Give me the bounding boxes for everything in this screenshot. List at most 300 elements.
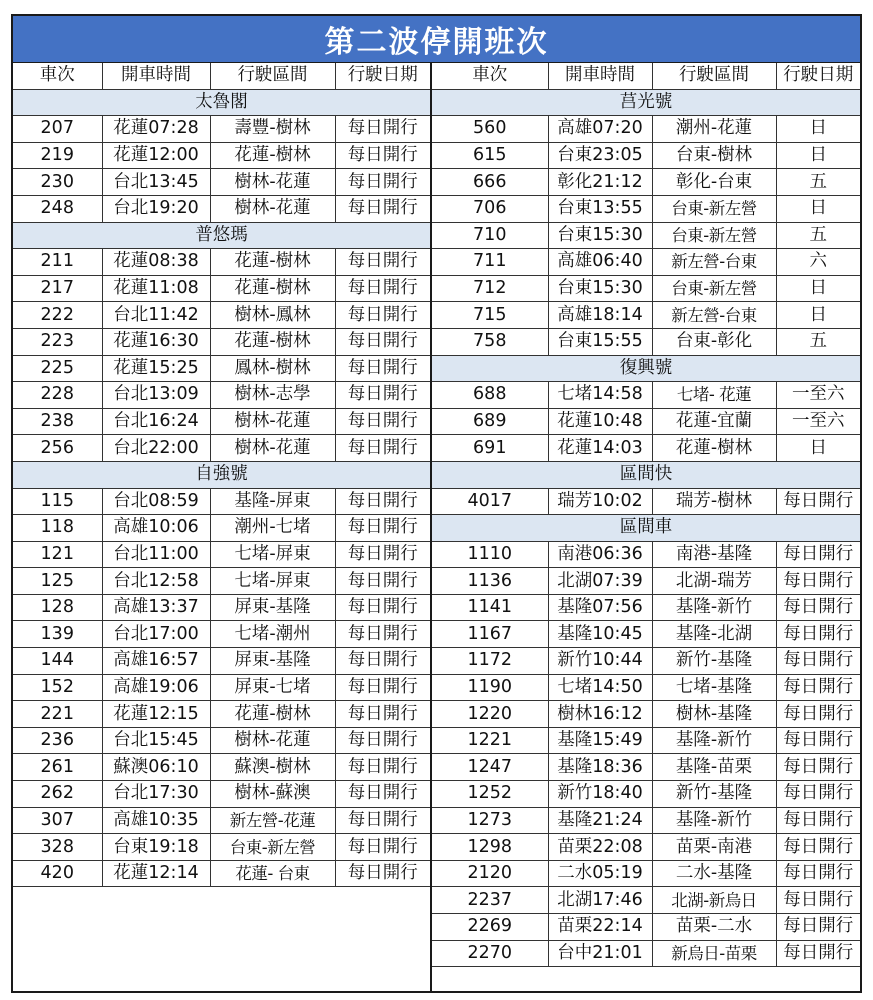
table-row (432, 807, 860, 834)
table-row (432, 195, 860, 222)
service-days-cell: 每日開行 (335, 116, 430, 143)
route-cell: 花蓮- 台東 (210, 860, 335, 887)
route-cell: 樹林-鳳林 (210, 302, 335, 329)
train-no-cell: 1220 (432, 701, 548, 728)
header-service-days: 行駛日期 (335, 63, 430, 89)
route-cell: 新左營-花蓮 (210, 807, 335, 834)
table-row (432, 568, 860, 595)
table-row (13, 781, 430, 808)
route-cell: 北湖-新烏日 (652, 887, 776, 914)
section-row (432, 89, 860, 116)
route-cell: 苗栗-二水 (652, 914, 776, 941)
table-row (13, 727, 430, 754)
train-no-cell: 248 (13, 195, 102, 222)
service-days-cell: 每日開行 (776, 488, 860, 515)
train-no-cell: 225 (13, 355, 102, 382)
train-no-cell: 125 (13, 568, 102, 595)
header-route: 行駛區間 (652, 63, 776, 89)
route-cell: 屏東-七堵 (210, 674, 335, 701)
depart-time-cell: 高雄10:06 (102, 515, 210, 542)
train-no-cell: 710 (432, 222, 548, 249)
service-days-cell: 每日開行 (776, 754, 860, 781)
route-cell: 七堵-基隆 (652, 674, 776, 701)
depart-time-cell: 高雄13:37 (102, 594, 210, 621)
table-row (432, 275, 860, 302)
depart-time-cell: 台北13:45 (102, 169, 210, 196)
depart-time-cell: 台北16:24 (102, 408, 210, 435)
depart-time-cell: 花蓮10:48 (548, 408, 652, 435)
train-no-cell: 1252 (432, 781, 548, 808)
depart-time-cell: 花蓮07:28 (102, 116, 210, 143)
route-cell: 台東-新左營 (210, 834, 335, 861)
depart-time-cell: 苗栗22:14 (548, 914, 652, 941)
service-days-cell: 每日開行 (335, 860, 430, 887)
route-cell: 基隆-北湖 (652, 621, 776, 648)
service-days-cell: 每日開行 (335, 408, 430, 435)
depart-time-cell: 台北19:20 (102, 195, 210, 222)
service-days-cell: 每日開行 (335, 834, 430, 861)
table-row (13, 249, 430, 276)
train-no-cell: 221 (13, 701, 102, 728)
depart-time-cell: 台北11:42 (102, 302, 210, 329)
section-title: 普悠瑪 (13, 222, 430, 249)
depart-time-cell: 台北17:30 (102, 781, 210, 808)
route-cell: 潮州-花蓮 (652, 116, 776, 143)
table-row (432, 222, 860, 249)
depart-time-cell: 花蓮12:14 (102, 860, 210, 887)
table-row (432, 169, 860, 196)
route-cell: 基隆-屏東 (210, 488, 335, 515)
service-days-cell: 每日開行 (335, 541, 430, 568)
train-no-cell: 715 (432, 302, 548, 329)
depart-time-cell: 花蓮15:25 (102, 355, 210, 382)
route-cell: 壽豐-樹林 (210, 116, 335, 143)
train-no-cell: 121 (13, 541, 102, 568)
table-row (432, 382, 860, 409)
train-no-cell: 207 (13, 116, 102, 143)
route-cell: 屏東-基隆 (210, 648, 335, 675)
route-cell: 樹林-蘇澳 (210, 781, 335, 808)
table-row (13, 701, 430, 728)
train-no-cell: 691 (432, 435, 548, 462)
train-no-cell: 758 (432, 328, 548, 355)
route-cell: 樹林-花蓮 (210, 408, 335, 435)
route-cell: 瑞芳-樹林 (652, 488, 776, 515)
table-row (13, 568, 430, 595)
route-cell: 基隆-新竹 (652, 727, 776, 754)
train-no-cell: 2120 (432, 860, 548, 887)
route-cell: 新左營-台東 (652, 249, 776, 276)
service-days-cell: 每日開行 (335, 488, 430, 515)
depart-time-cell: 花蓮12:15 (102, 701, 210, 728)
depart-time-cell: 台東15:30 (548, 222, 652, 249)
service-days-cell: 每日開行 (335, 594, 430, 621)
section-title: 區間車 (432, 515, 860, 542)
service-days-cell: 每日開行 (776, 834, 860, 861)
service-days-cell: 每日開行 (335, 807, 430, 834)
table-row (432, 594, 860, 621)
depart-time-cell: 台東15:30 (548, 275, 652, 302)
train-no-cell: 706 (432, 195, 548, 222)
left-table-panel (13, 63, 432, 992)
depart-time-cell: 新竹18:40 (548, 781, 652, 808)
section-row (432, 515, 860, 542)
table-row (13, 328, 430, 355)
left-table (13, 63, 430, 964)
train-no-cell: 711 (432, 249, 548, 276)
depart-time-cell: 高雄06:40 (548, 249, 652, 276)
timetable-body (13, 63, 860, 992)
depart-time-cell: 基隆10:45 (548, 621, 652, 648)
route-cell: 花蓮-宜蘭 (652, 408, 776, 435)
service-days-cell: 每日開行 (335, 648, 430, 675)
table-row (432, 328, 860, 355)
route-cell: 北湖-瑞芳 (652, 568, 776, 595)
train-no-cell: 217 (13, 275, 102, 302)
table-row (432, 541, 860, 568)
service-days-cell: 每日開行 (335, 674, 430, 701)
empty-row (13, 913, 430, 939)
service-days-cell: 日 (776, 116, 860, 143)
header-row (13, 63, 430, 89)
table-row (432, 781, 860, 808)
service-days-cell: 每日開行 (335, 701, 430, 728)
table-row (13, 834, 430, 861)
train-no-cell: 115 (13, 488, 102, 515)
empty-cell (13, 887, 430, 913)
depart-time-cell: 高雄10:35 (102, 807, 210, 834)
table-row (13, 169, 430, 196)
depart-time-cell: 台中21:01 (548, 940, 652, 967)
table-row (432, 914, 860, 941)
section-row (13, 461, 430, 488)
table-row (432, 648, 860, 675)
route-cell: 花蓮-樹林 (210, 701, 335, 728)
depart-time-cell: 蘇澳06:10 (102, 754, 210, 781)
train-no-cell: 1110 (432, 541, 548, 568)
section-row (432, 461, 860, 488)
route-cell: 新竹-基隆 (652, 781, 776, 808)
table-row (432, 408, 860, 435)
route-cell: 基隆-苗栗 (652, 754, 776, 781)
depart-time-cell: 台北15:45 (102, 727, 210, 754)
table-row (13, 515, 430, 542)
section-title: 區間快 (432, 461, 860, 488)
table-row (432, 834, 860, 861)
route-cell: 樹林-基隆 (652, 701, 776, 728)
service-days-cell: 每日開行 (776, 701, 860, 728)
service-days-cell: 五 (776, 222, 860, 249)
depart-time-cell: 花蓮11:08 (102, 275, 210, 302)
table-row (13, 408, 430, 435)
train-no-cell: 2237 (432, 887, 548, 914)
route-cell: 花蓮-樹林 (652, 435, 776, 462)
depart-time-cell: 高雄16:57 (102, 648, 210, 675)
service-days-cell: 日 (776, 142, 860, 169)
service-days-cell: 每日開行 (335, 754, 430, 781)
route-cell: 花蓮-樹林 (210, 142, 335, 169)
route-cell: 基隆-新竹 (652, 807, 776, 834)
service-days-cell: 每日開行 (335, 142, 430, 169)
route-cell: 台東-新左營 (652, 195, 776, 222)
route-cell: 七堵-潮州 (210, 621, 335, 648)
service-days-cell: 每日開行 (335, 249, 430, 276)
header-service-days: 行駛日期 (776, 63, 860, 89)
route-cell: 樹林-志學 (210, 382, 335, 409)
train-no-cell: 328 (13, 834, 102, 861)
train-no-cell: 228 (13, 382, 102, 409)
route-cell: 七堵-屏東 (210, 541, 335, 568)
section-row (13, 89, 430, 116)
route-cell: 苗栗-南港 (652, 834, 776, 861)
train-no-cell: 223 (13, 328, 102, 355)
service-days-cell: 每日開行 (335, 781, 430, 808)
route-cell: 台東-樹林 (652, 142, 776, 169)
depart-time-cell: 高雄07:20 (548, 116, 652, 143)
section-title: 復興號 (432, 355, 860, 382)
depart-time-cell: 二水05:19 (548, 860, 652, 887)
service-days-cell: 每日開行 (335, 727, 430, 754)
right-table-panel (432, 63, 860, 992)
depart-time-cell: 苗栗22:08 (548, 834, 652, 861)
depart-time-cell: 台北12:58 (102, 568, 210, 595)
depart-time-cell: 台北17:00 (102, 621, 210, 648)
route-cell: 新烏日-苗栗 (652, 940, 776, 967)
service-days-cell: 每日開行 (335, 621, 430, 648)
route-cell: 樹林-花蓮 (210, 195, 335, 222)
train-no-cell: 1172 (432, 648, 548, 675)
service-days-cell: 每日開行 (776, 541, 860, 568)
service-days-cell: 每日開行 (776, 648, 860, 675)
table-row (13, 382, 430, 409)
train-no-cell: 144 (13, 648, 102, 675)
train-no-cell: 139 (13, 621, 102, 648)
table-row (432, 940, 860, 967)
train-no-cell: 1298 (432, 834, 548, 861)
depart-time-cell: 台東19:18 (102, 834, 210, 861)
service-days-cell: 每日開行 (335, 195, 430, 222)
depart-time-cell: 基隆15:49 (548, 727, 652, 754)
table-row (432, 116, 860, 143)
empty-cell (13, 939, 430, 965)
service-days-cell: 每日開行 (776, 807, 860, 834)
header-row (432, 63, 860, 89)
depart-time-cell: 北湖17:46 (548, 887, 652, 914)
service-days-cell: 一至六 (776, 382, 860, 409)
train-no-cell: 211 (13, 249, 102, 276)
depart-time-cell: 瑞芳10:02 (548, 488, 652, 515)
depart-time-cell: 高雄18:14 (548, 302, 652, 329)
train-no-cell: 238 (13, 408, 102, 435)
train-no-cell: 118 (13, 515, 102, 542)
train-no-cell: 222 (13, 302, 102, 329)
header-depart-time: 開車時間 (102, 63, 210, 89)
table-row (13, 275, 430, 302)
depart-time-cell: 台東15:55 (548, 328, 652, 355)
depart-time-cell: 高雄19:06 (102, 674, 210, 701)
service-days-cell: 每日開行 (776, 568, 860, 595)
table-row (13, 488, 430, 515)
route-cell: 二水-基隆 (652, 860, 776, 887)
section-row (13, 222, 430, 249)
train-no-cell: 2270 (432, 940, 548, 967)
service-days-cell: 每日開行 (335, 302, 430, 329)
train-no-cell: 1273 (432, 807, 548, 834)
empty-row (13, 887, 430, 913)
route-cell: 花蓮-樹林 (210, 328, 335, 355)
section-row (432, 355, 860, 382)
service-days-cell: 日 (776, 275, 860, 302)
route-cell: 鳳林-樹林 (210, 355, 335, 382)
route-cell: 七堵-屏東 (210, 568, 335, 595)
train-no-cell: 1141 (432, 594, 548, 621)
depart-time-cell: 花蓮14:03 (548, 435, 652, 462)
table-row (432, 754, 860, 781)
table-row (432, 887, 860, 914)
service-days-cell: 每日開行 (335, 275, 430, 302)
route-cell: 新竹-基隆 (652, 648, 776, 675)
train-no-cell: 262 (13, 781, 102, 808)
route-cell: 樹林-花蓮 (210, 727, 335, 754)
table-row (432, 860, 860, 887)
service-days-cell: 每日開行 (776, 621, 860, 648)
depart-time-cell: 南港06:36 (548, 541, 652, 568)
train-no-cell: 261 (13, 754, 102, 781)
table-row (432, 249, 860, 276)
train-no-cell: 666 (432, 169, 548, 196)
train-no-cell: 219 (13, 142, 102, 169)
depart-time-cell: 樹林16:12 (548, 701, 652, 728)
table-row (13, 302, 430, 329)
service-days-cell: 每日開行 (335, 382, 430, 409)
service-days-cell: 六 (776, 249, 860, 276)
route-cell: 台東-新左營 (652, 222, 776, 249)
section-title: 自強號 (13, 461, 430, 488)
train-no-cell: 615 (432, 142, 548, 169)
train-no-cell: 4017 (432, 488, 548, 515)
service-days-cell: 每日開行 (776, 727, 860, 754)
train-no-cell: 1167 (432, 621, 548, 648)
train-no-cell: 128 (13, 594, 102, 621)
section-title: 莒光號 (432, 89, 860, 116)
train-no-cell: 1190 (432, 674, 548, 701)
train-no-cell: 1136 (432, 568, 548, 595)
service-days-cell: 每日開行 (776, 860, 860, 887)
table-row (432, 621, 860, 648)
train-no-cell: 420 (13, 860, 102, 887)
empty-cell (13, 913, 430, 939)
service-days-cell: 五 (776, 328, 860, 355)
table-row (13, 541, 430, 568)
header-depart-time: 開車時間 (548, 63, 652, 89)
table-row (432, 142, 860, 169)
depart-time-cell: 台北11:00 (102, 541, 210, 568)
route-cell: 彰化-台東 (652, 169, 776, 196)
service-days-cell: 每日開行 (776, 940, 860, 967)
depart-time-cell: 花蓮08:38 (102, 249, 210, 276)
route-cell: 花蓮-樹林 (210, 275, 335, 302)
train-no-cell: 560 (432, 116, 548, 143)
service-days-cell: 五 (776, 169, 860, 196)
depart-time-cell: 新竹10:44 (548, 648, 652, 675)
service-days-cell: 每日開行 (335, 435, 430, 462)
table-row (13, 195, 430, 222)
table-row (432, 727, 860, 754)
table-row (13, 674, 430, 701)
service-days-cell: 每日開行 (776, 594, 860, 621)
table-row (432, 488, 860, 515)
table-row (432, 302, 860, 329)
train-no-cell: 712 (432, 275, 548, 302)
depart-time-cell: 基隆07:56 (548, 594, 652, 621)
route-cell: 樹林-花蓮 (210, 435, 335, 462)
depart-time-cell: 北湖07:39 (548, 568, 652, 595)
service-days-cell: 一至六 (776, 408, 860, 435)
right-table (432, 63, 860, 967)
train-no-cell: 688 (432, 382, 548, 409)
service-days-cell: 每日開行 (335, 355, 430, 382)
depart-time-cell: 基隆21:24 (548, 807, 652, 834)
depart-time-cell: 台東13:55 (548, 195, 652, 222)
service-days-cell: 每日開行 (776, 887, 860, 914)
timetable (11, 14, 862, 993)
header-route: 行駛區間 (210, 63, 335, 89)
table-row (13, 621, 430, 648)
table-row (13, 860, 430, 887)
route-cell: 花蓮-樹林 (210, 249, 335, 276)
depart-time-cell: 台北08:59 (102, 488, 210, 515)
depart-time-cell: 基隆18:36 (548, 754, 652, 781)
depart-time-cell: 彰化21:12 (548, 169, 652, 196)
service-days-cell: 每日開行 (335, 169, 430, 196)
depart-time-cell: 台東23:05 (548, 142, 652, 169)
empty-row (13, 939, 430, 965)
table-row (432, 701, 860, 728)
header-train-no: 車次 (13, 63, 102, 89)
train-no-cell: 307 (13, 807, 102, 834)
service-days-cell: 日 (776, 435, 860, 462)
train-no-cell: 152 (13, 674, 102, 701)
route-cell: 新左營-台東 (652, 302, 776, 329)
table-row (13, 754, 430, 781)
service-days-cell: 每日開行 (335, 328, 430, 355)
service-days-cell: 日 (776, 302, 860, 329)
route-cell: 樹林-花蓮 (210, 169, 335, 196)
route-cell: 基隆-新竹 (652, 594, 776, 621)
service-days-cell: 每日開行 (776, 674, 860, 701)
table-row (13, 116, 430, 143)
page-title: 第二波停開班次 (13, 16, 860, 63)
depart-time-cell: 台北13:09 (102, 382, 210, 409)
train-no-cell: 1221 (432, 727, 548, 754)
table-row (432, 435, 860, 462)
train-no-cell: 236 (13, 727, 102, 754)
service-days-cell: 日 (776, 195, 860, 222)
table-row (13, 355, 430, 382)
table-row (13, 807, 430, 834)
route-cell: 台東-新左營 (652, 275, 776, 302)
depart-time-cell: 花蓮12:00 (102, 142, 210, 169)
depart-time-cell: 七堵14:58 (548, 382, 652, 409)
train-no-cell: 689 (432, 408, 548, 435)
header-train-no: 車次 (432, 63, 548, 89)
service-days-cell: 每日開行 (335, 515, 430, 542)
train-no-cell: 230 (13, 169, 102, 196)
section-title: 太魯閣 (13, 89, 430, 116)
service-days-cell: 每日開行 (335, 568, 430, 595)
route-cell: 蘇澳-樹林 (210, 754, 335, 781)
train-no-cell: 2269 (432, 914, 548, 941)
